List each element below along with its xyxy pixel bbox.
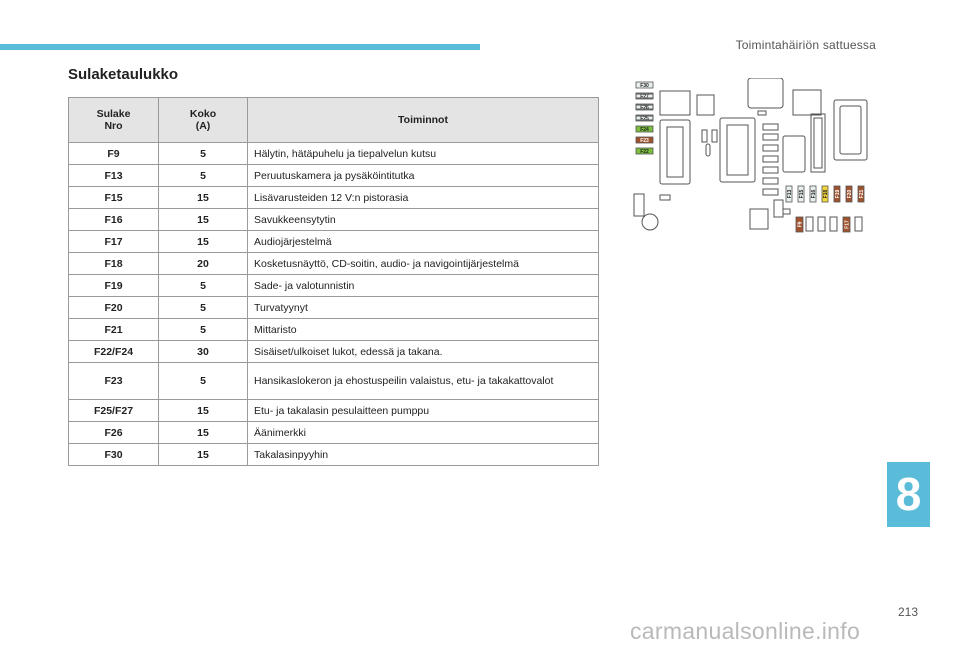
relay-block (748, 78, 783, 108)
fuse-function-cell: Sade- ja valotunnistin (248, 275, 599, 297)
maxi-fuse-block (660, 120, 690, 184)
connector-block (750, 209, 768, 229)
fuse-label: F26 (640, 105, 649, 111)
connector-block (634, 194, 644, 216)
fuse-function-cell: Hansikaslokeron ja ehostuspeilin valaistus, etu- ja takakattovalot (248, 363, 599, 400)
maxi-fuse-inner (727, 125, 748, 175)
fuse-slot (763, 189, 778, 195)
fuse-label: F27 (640, 94, 649, 100)
fuse-function-cell: Hälytin, hätäpuhelu ja tiepalvelun kutsu (248, 143, 599, 165)
fuse-rating-cell: 5 (159, 363, 248, 400)
fuse-rating-cell: 15 (159, 422, 248, 444)
fuse-label: F25 (640, 116, 649, 122)
table-row (69, 341, 599, 363)
fuse-function-cell: Äänimerkki (248, 422, 599, 444)
fuse-number-cell: F20 (69, 297, 159, 319)
fuse-number-cell: F23 (69, 363, 159, 400)
fuse-number-cell: F26 (69, 422, 159, 444)
fuse-number-cell: F25/F27 (69, 400, 159, 422)
fuse-rating-cell: 15 (159, 444, 248, 466)
table-row (69, 209, 599, 231)
fuse-label: F21 (859, 189, 865, 199)
table-row (69, 143, 599, 165)
fuse-slot (855, 217, 862, 231)
fuse-slot (763, 134, 778, 140)
maxi-fuse-inner (667, 127, 683, 177)
table-row (69, 231, 599, 253)
fuse-rating-cell: 5 (159, 143, 248, 165)
fuse-rating-cell: 5 (159, 297, 248, 319)
column-header-functions (248, 98, 599, 143)
table-row (69, 253, 599, 275)
fuse-slot (763, 167, 778, 173)
small-fuse-slot (758, 111, 766, 115)
maxi-fuse-inner (840, 106, 861, 154)
fuse-label: F16 (811, 189, 817, 199)
fuse-number-cell: F21 (69, 319, 159, 341)
fuse-label: F18 (823, 189, 829, 199)
small-fuse-slot (706, 144, 710, 156)
table-header-row (69, 98, 599, 143)
column-header-functions-text: Toiminnot (398, 114, 448, 126)
fuse-function-cell: Turvatyynyt (248, 297, 599, 319)
fuse-slot (774, 200, 783, 217)
connector-circle (642, 214, 658, 230)
fuse-box-diagram (630, 78, 875, 238)
fuse-slot (763, 145, 778, 151)
table-row (69, 297, 599, 319)
chapter-number: 8 (895, 468, 922, 520)
table-row (69, 363, 599, 400)
table-row (69, 319, 599, 341)
fuse-slot (806, 217, 813, 231)
fuse-slot (830, 217, 837, 231)
fuse-rating-cell: 5 (159, 165, 248, 187)
fuse-table (68, 97, 599, 466)
table-row (69, 187, 599, 209)
fuse-function-cell: Kosketusnäyttö, CD-soitin, audio- ja navigointijärjestelmä (248, 253, 599, 275)
fuse-number-cell: F16 (69, 209, 159, 231)
relay-block (660, 91, 690, 115)
maxi-fuse-block (720, 118, 755, 182)
fuse-rating-cell: 20 (159, 253, 248, 275)
small-fuse-slot (783, 209, 790, 214)
fuse-label: F30 (640, 83, 649, 89)
table-row (69, 400, 599, 422)
table-row (69, 275, 599, 297)
table-row (69, 422, 599, 444)
small-fuse-slot (712, 130, 717, 142)
page-number: 213 (898, 605, 919, 619)
fuse-number-cell: F18 (69, 253, 159, 275)
relay-block (697, 95, 714, 115)
fuse-rating-cell: 15 (159, 187, 248, 209)
fuse-label: F17 (844, 220, 851, 229)
relay-block (783, 136, 805, 172)
fuse-label: F23 (640, 138, 649, 144)
relay-block (811, 114, 825, 172)
fuse-label: F15 (799, 189, 805, 199)
fuse-slot (763, 124, 778, 130)
fuse-rating-cell: 15 (159, 231, 248, 253)
fuse-label: F13 (787, 189, 793, 199)
column-header-fuse-text: Sulake Nro (96, 108, 131, 132)
chapter-tab (887, 462, 930, 527)
table-row (69, 165, 599, 187)
fuse-number-cell: F13 (69, 165, 159, 187)
fuse-label: F22 (640, 149, 649, 155)
fuse-label: F20 (847, 189, 853, 199)
fuse-rating-cell: 15 (159, 400, 248, 422)
fuse-slot (818, 217, 825, 231)
fuse-function-cell: Mittaristo (248, 319, 599, 341)
fuse-rating-cell: 30 (159, 341, 248, 363)
fuse-number-cell: F19 (69, 275, 159, 297)
fuse-slot (763, 178, 778, 184)
fuse-number-cell: F17 (69, 231, 159, 253)
fuse-function-cell: Lisävarusteiden 12 V:n pistorasia (248, 187, 599, 209)
section-title: Toimintahäiriön sattuessa (735, 38, 876, 52)
fuse-number-cell: F22/F24 (69, 341, 159, 363)
fuse-function-cell: Audiojärjestelmä (248, 231, 599, 253)
small-fuse-slot (702, 130, 707, 142)
page-title: Sulaketaulukko (68, 66, 179, 83)
fuse-function-cell: Savukkeensytytin (248, 209, 599, 231)
relay-block (793, 90, 821, 115)
fuse-function-cell: Peruutuskamera ja pysäköintitutka (248, 165, 599, 187)
fuse-number-cell: F30 (69, 444, 159, 466)
column-header-rating (159, 98, 248, 143)
fuse-label: F19 (835, 189, 841, 199)
relay-inner (814, 118, 822, 168)
small-fuse-slot (660, 195, 670, 200)
fuse-number-cell: F9 (69, 143, 159, 165)
fuse-function-cell: Sisäiset/ulkoiset lukot, edessä ja takana. (248, 341, 599, 363)
column-header-fuse (69, 98, 159, 143)
fuse-number-cell: F15 (69, 187, 159, 209)
fuse-slot (763, 156, 778, 162)
fuse-rating-cell: 5 (159, 275, 248, 297)
fuse-rating-cell: 5 (159, 319, 248, 341)
table-row (69, 444, 599, 466)
fuse-label: F24 (640, 127, 649, 133)
fuse-label: F9 (797, 221, 804, 228)
column-header-rating-text: Koko (A) (189, 108, 217, 132)
fuse-function-cell: Takalasinpyyhin (248, 444, 599, 466)
watermark-text: carmanualsonline.info (630, 618, 861, 644)
maxi-fuse-block (834, 100, 867, 160)
header-accent-bar (0, 44, 480, 50)
fuse-rating-cell: 15 (159, 209, 248, 231)
fuse-function-cell: Etu- ja takalasin pesulaitteen pumppu (248, 400, 599, 422)
